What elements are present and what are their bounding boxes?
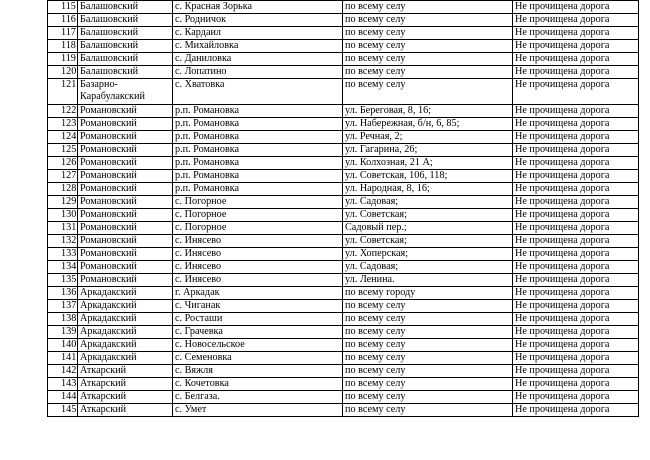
settlement-cell: р.п. Романовка — [173, 144, 343, 157]
issue-cell: Не прочищена дорога — [513, 222, 639, 235]
district-cell: Аркадакский — [78, 287, 173, 300]
table-row — [48, 209, 639, 222]
settlement-cell: г. Аркадак — [173, 287, 343, 300]
settlement-cell: с. Михайловка — [173, 40, 343, 53]
row-number: 132 — [48, 235, 78, 248]
row-number: 123 — [48, 118, 78, 131]
row-number: 137 — [48, 300, 78, 313]
row-number: 122 — [48, 105, 78, 118]
address-cell: ул. Ленина. — [343, 274, 513, 287]
address-cell: по всему селу — [343, 1, 513, 14]
issue-cell: Не прочищена дорога — [513, 235, 639, 248]
settlement-cell: р.п. Романовка — [173, 157, 343, 170]
district-cell: Балашовский — [78, 14, 173, 27]
table-row — [48, 287, 639, 300]
table-row — [48, 40, 639, 53]
district-cell: Балашовский — [78, 53, 173, 66]
settlement-cell: с. Погорное — [173, 196, 343, 209]
table-row — [48, 157, 639, 170]
issue-cell: Не прочищена дорога — [513, 144, 639, 157]
address-cell: ул. Советская, 106, 118; — [343, 170, 513, 183]
address-cell: по всему селу — [343, 14, 513, 27]
settlement-cell: с. Погорное — [173, 209, 343, 222]
row-number: 117 — [48, 27, 78, 40]
row-number: 134 — [48, 261, 78, 274]
settlement-cell: с. Лопатино — [173, 66, 343, 79]
district-cell: Аркадакский — [78, 300, 173, 313]
issue-cell: Не прочищена дорога — [513, 313, 639, 326]
district-cell: Балашовский — [78, 66, 173, 79]
settlement-cell: с. Умет — [173, 404, 343, 417]
address-cell: по всему селу — [343, 53, 513, 66]
address-cell: ул. Советская; — [343, 209, 513, 222]
issue-cell: Не прочищена дорога — [513, 339, 639, 352]
row-number: 139 — [48, 326, 78, 339]
row-number: 142 — [48, 365, 78, 378]
table-row — [48, 326, 639, 339]
issue-cell: Не прочищена дорога — [513, 352, 639, 365]
issue-cell: Не прочищена дорога — [513, 365, 639, 378]
table-row — [48, 391, 639, 404]
address-cell: ул. Гагарина, 26; — [343, 144, 513, 157]
address-cell: по всему селу — [343, 313, 513, 326]
row-number: 141 — [48, 352, 78, 365]
address-cell: по всему селу — [343, 339, 513, 352]
issue-cell: Не прочищена дорога — [513, 183, 639, 196]
table-row — [48, 196, 639, 209]
table-row — [48, 14, 639, 27]
row-number: 128 — [48, 183, 78, 196]
issue-cell: Не прочищена дорога — [513, 287, 639, 300]
table-row — [48, 300, 639, 313]
row-number: 131 — [48, 222, 78, 235]
district-cell: Романовский — [78, 170, 173, 183]
district-cell: Балашовский — [78, 1, 173, 14]
row-number: 136 — [48, 287, 78, 300]
district-cell: Романовский — [78, 209, 173, 222]
address-cell: Садовый пер.; — [343, 222, 513, 235]
row-number: 119 — [48, 53, 78, 66]
table-row — [48, 222, 639, 235]
row-number: 115 — [48, 1, 78, 14]
district-cell: Романовский — [78, 274, 173, 287]
issue-cell: Не прочищена дорога — [513, 209, 639, 222]
table-row — [48, 53, 639, 66]
address-cell: ул. Садовая; — [343, 196, 513, 209]
road-complaints-table — [47, 0, 639, 417]
table-row — [48, 274, 639, 287]
settlement-cell: р.п. Романовка — [173, 183, 343, 196]
row-number: 125 — [48, 144, 78, 157]
district-cell: Романовский — [78, 196, 173, 209]
address-cell: ул. Садовая; — [343, 261, 513, 274]
district-cell: Романовский — [78, 157, 173, 170]
issue-cell: Не прочищена дорога — [513, 261, 639, 274]
district-cell: Аткарский — [78, 365, 173, 378]
district-cell: Аркадакский — [78, 352, 173, 365]
issue-cell: Не прочищена дорога — [513, 274, 639, 287]
row-number: 130 — [48, 209, 78, 222]
address-cell: по всему селу — [343, 378, 513, 391]
table-row — [48, 365, 639, 378]
table-body — [48, 1, 639, 417]
district-cell: Романовский — [78, 222, 173, 235]
district-cell: Романовский — [78, 235, 173, 248]
issue-cell: Не прочищена дорога — [513, 14, 639, 27]
settlement-cell: с. Росташи — [173, 313, 343, 326]
table-row — [48, 378, 639, 391]
settlement-cell: с. Кочетовка — [173, 378, 343, 391]
row-number: 129 — [48, 196, 78, 209]
settlement-cell: р.п. Романовка — [173, 131, 343, 144]
issue-cell: Не прочищена дорога — [513, 53, 639, 66]
district-cell: Балашовский — [78, 40, 173, 53]
table-row — [48, 1, 639, 14]
settlement-cell: р.п. Романовка — [173, 105, 343, 118]
issue-cell: Не прочищена дорога — [513, 66, 639, 79]
district-cell: Аркадакский — [78, 313, 173, 326]
issue-cell: Не прочищена дорога — [513, 27, 639, 40]
settlement-cell: с. Родничок — [173, 14, 343, 27]
table-row — [48, 144, 639, 157]
address-cell: по всему селу — [343, 27, 513, 40]
row-number: 138 — [48, 313, 78, 326]
table-row — [48, 79, 639, 105]
settlement-cell: с. Кардаил — [173, 27, 343, 40]
row-number: 140 — [48, 339, 78, 352]
settlement-cell: с. Новосельское — [173, 339, 343, 352]
settlement-cell: с. Инясево — [173, 261, 343, 274]
address-cell: по всему селу — [343, 365, 513, 378]
table-row — [48, 66, 639, 79]
district-cell: Балашовский — [78, 27, 173, 40]
row-number: 126 — [48, 157, 78, 170]
issue-cell: Не прочищена дорога — [513, 326, 639, 339]
settlement-cell: с. Погорное — [173, 222, 343, 235]
row-number: 120 — [48, 66, 78, 79]
settlement-cell: с. Белгаза. — [173, 391, 343, 404]
settlement-cell: с. Инясево — [173, 235, 343, 248]
address-cell: по всему селу — [343, 66, 513, 79]
district-cell: Романовский — [78, 183, 173, 196]
address-cell: по всему селу — [343, 300, 513, 313]
settlement-cell: р.п. Романовка — [173, 170, 343, 183]
row-number: 118 — [48, 40, 78, 53]
address-cell: ул. Хоперская; — [343, 248, 513, 261]
row-number: 144 — [48, 391, 78, 404]
issue-cell: Не прочищена дорога — [513, 170, 639, 183]
row-number: 133 — [48, 248, 78, 261]
table-row — [48, 27, 639, 40]
district-cell: Базарно-Карабулакский — [78, 79, 173, 105]
issue-cell: Не прочищена дорога — [513, 118, 639, 131]
table-row — [48, 105, 639, 118]
address-cell: ул. Речная, 2; — [343, 131, 513, 144]
table-row — [48, 235, 639, 248]
row-number: 124 — [48, 131, 78, 144]
address-cell: ул. Колхозная, 21 А; — [343, 157, 513, 170]
address-cell: по всему селу — [343, 326, 513, 339]
address-cell: ул. Береговая, 8, 16; — [343, 105, 513, 118]
row-number: 127 — [48, 170, 78, 183]
district-cell: Романовский — [78, 248, 173, 261]
address-cell: по всему селу — [343, 391, 513, 404]
table-row — [48, 313, 639, 326]
address-cell: ул. Советская; — [343, 235, 513, 248]
district-cell: Аткарский — [78, 391, 173, 404]
issue-cell: Не прочищена дорога — [513, 105, 639, 118]
settlement-cell: с. Инясево — [173, 274, 343, 287]
table-row — [48, 183, 639, 196]
address-cell: по всему селу — [343, 40, 513, 53]
settlement-cell: с. Вяжля — [173, 365, 343, 378]
table-row — [48, 131, 639, 144]
issue-cell: Не прочищена дорога — [513, 196, 639, 209]
district-cell: Романовский — [78, 261, 173, 274]
address-cell: по всему селу — [343, 79, 513, 105]
issue-cell: Не прочищена дорога — [513, 1, 639, 14]
district-cell: Аткарский — [78, 404, 173, 417]
address-cell: ул. Набережная, б/н, 6, 85; — [343, 118, 513, 131]
issue-cell: Не прочищена дорога — [513, 40, 639, 53]
table-row — [48, 339, 639, 352]
district-cell: Аткарский — [78, 378, 173, 391]
district-cell: Романовский — [78, 118, 173, 131]
issue-cell: Не прочищена дорога — [513, 79, 639, 105]
district-cell: Романовский — [78, 105, 173, 118]
table-row — [48, 248, 639, 261]
table-row — [48, 170, 639, 183]
district-cell: Аркадакский — [78, 339, 173, 352]
settlement-cell: с. Инясево — [173, 248, 343, 261]
district-cell: Романовский — [78, 131, 173, 144]
settlement-cell: с. Семеновка — [173, 352, 343, 365]
row-number: 145 — [48, 404, 78, 417]
issue-cell: Не прочищена дорога — [513, 391, 639, 404]
district-cell: Аркадакский — [78, 326, 173, 339]
row-number: 116 — [48, 14, 78, 27]
settlement-cell: р.п. Романовка — [173, 118, 343, 131]
district-cell: Романовский — [78, 144, 173, 157]
settlement-cell: с. Даниловка — [173, 53, 343, 66]
issue-cell: Не прочищена дорога — [513, 157, 639, 170]
issue-cell: Не прочищена дорога — [513, 404, 639, 417]
row-number: 143 — [48, 378, 78, 391]
address-cell: по всему городу — [343, 287, 513, 300]
issue-cell: Не прочищена дорога — [513, 131, 639, 144]
settlement-cell: с. Красная Зорька — [173, 1, 343, 14]
table-row — [48, 404, 639, 417]
issue-cell: Не прочищена дорога — [513, 378, 639, 391]
settlement-cell: с. Чиганак — [173, 300, 343, 313]
settlement-cell: с. Хватовка — [173, 79, 343, 105]
table-row — [48, 261, 639, 274]
issue-cell: Не прочищена дорога — [513, 248, 639, 261]
issue-cell: Не прочищена дорога — [513, 300, 639, 313]
address-cell: по всему селу — [343, 404, 513, 417]
address-cell: по всему селу — [343, 352, 513, 365]
table-row — [48, 118, 639, 131]
table-row — [48, 352, 639, 365]
row-number: 135 — [48, 274, 78, 287]
row-number: 121 — [48, 79, 78, 105]
address-cell: ул. Народная, 8, 16; — [343, 183, 513, 196]
settlement-cell: с. Грачевка — [173, 326, 343, 339]
